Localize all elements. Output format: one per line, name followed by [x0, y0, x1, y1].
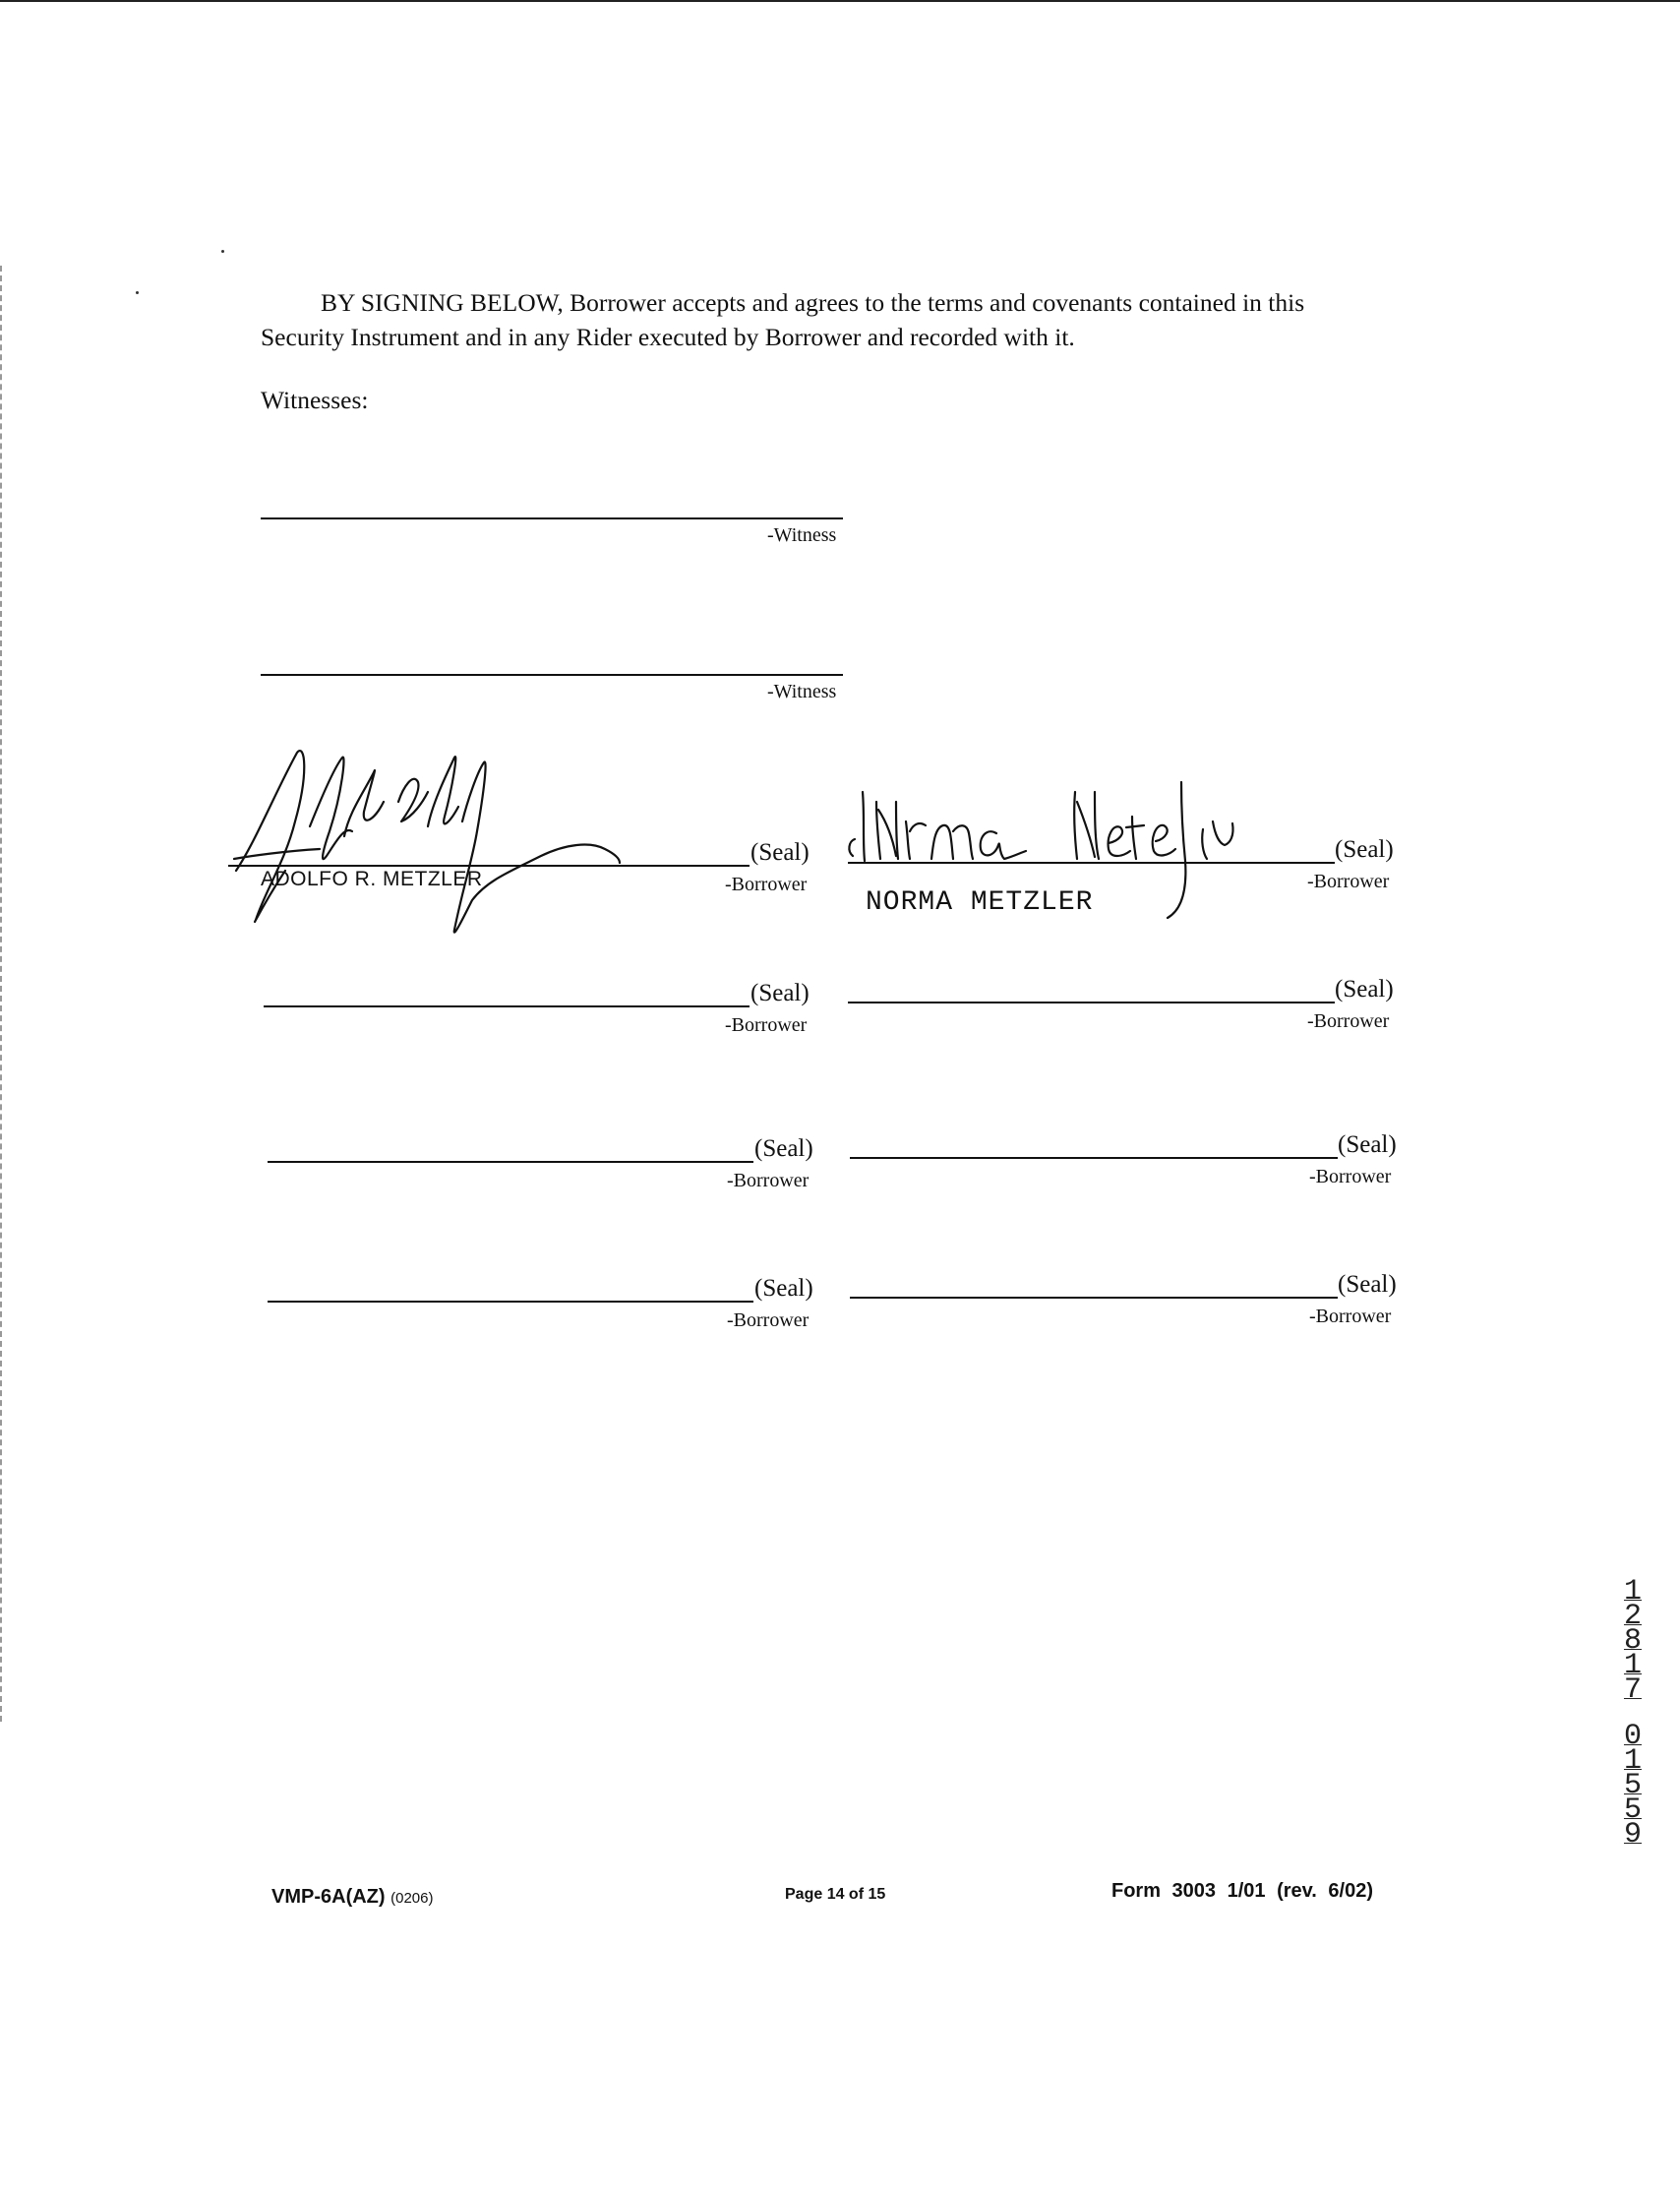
- typed-name-adolfo: ADOLFO R. METZLER: [261, 868, 483, 890]
- borrower-label: -Borrower: [1309, 1306, 1392, 1327]
- borrower-signature-line[interactable]: [848, 1002, 1335, 1003]
- seal-label: (Seal): [1335, 836, 1394, 863]
- paragraph-line-1: BY SIGNING BELOW, Borrower accepts and agrees to the terms and covenants contained in this: [321, 288, 1305, 317]
- witnesses-label: Witnesses:: [261, 386, 369, 414]
- witness-signature-line[interactable]: [261, 674, 843, 676]
- page-number: Page 14 of 15: [785, 1886, 886, 1903]
- stamp-digit: 1: [1623, 1649, 1642, 1682]
- seal-label: (Seal): [750, 839, 810, 866]
- signature-norma: [841, 762, 1274, 930]
- borrower-label: -Borrower: [1307, 1010, 1390, 1032]
- borrower-label: -Borrower: [1309, 1166, 1392, 1187]
- stamp-digit: 7: [1623, 1673, 1642, 1707]
- seal-label: (Seal): [1338, 1271, 1397, 1298]
- borrower-label: -Borrower: [727, 1170, 810, 1191]
- page-left-edge: [0, 266, 4, 1722]
- borrower-label: -Borrower: [727, 1309, 810, 1331]
- borrower-signature-line[interactable]: [268, 1301, 753, 1303]
- footer-form-code: [271, 1886, 433, 1909]
- scan-speck: [136, 291, 139, 294]
- stamp-digit: 1: [1623, 1744, 1642, 1778]
- seal-label: (Seal): [1338, 1131, 1397, 1158]
- witness-label: -Witness: [767, 524, 837, 546]
- seal-label: (Seal): [754, 1275, 813, 1302]
- form-number: Form 3003 1/01 (rev. 6/02): [1111, 1880, 1373, 1902]
- stamp-digit: 2: [1623, 1600, 1642, 1633]
- form-code: VMP-6A(AZ): [271, 1886, 386, 1908]
- typed-name-norma: NORMA METZLER: [866, 887, 1094, 918]
- scan-speck: [221, 250, 224, 253]
- witness-signature-line[interactable]: [261, 517, 843, 519]
- stamp-digit: 5: [1623, 1769, 1642, 1802]
- borrower-label: -Borrower: [1307, 871, 1390, 892]
- stamp-digit: 9: [1623, 1818, 1642, 1852]
- seal-label: (Seal): [754, 1135, 813, 1162]
- acceptance-paragraph: [261, 285, 1392, 354]
- page-top-edge: [0, 0, 1680, 2]
- borrower-signature-line[interactable]: [268, 1161, 753, 1163]
- seal-label: (Seal): [1335, 976, 1394, 1003]
- form-code-suffix: (0206): [390, 1890, 434, 1907]
- stamp-digit: 0: [1623, 1720, 1642, 1753]
- stamp-digit: 1: [1623, 1575, 1642, 1609]
- borrower-signature-line[interactable]: [850, 1297, 1338, 1299]
- seal-label: (Seal): [750, 980, 810, 1006]
- borrower-label: -Borrower: [725, 874, 808, 895]
- paragraph-line-2: Security Instrument and in any Rider executed by Borrower and recorded with it.: [261, 323, 1075, 351]
- recording-stamp: [1613, 1575, 1652, 1852]
- borrower-signature-line[interactable]: [264, 1005, 750, 1007]
- borrower-signature-line[interactable]: [850, 1157, 1338, 1159]
- signature-adolfo: [226, 733, 649, 969]
- stamp-digit: 5: [1623, 1793, 1642, 1827]
- borrower-label: -Borrower: [725, 1014, 808, 1036]
- stamp-digit: 8: [1623, 1624, 1642, 1658]
- witness-label: -Witness: [767, 681, 837, 702]
